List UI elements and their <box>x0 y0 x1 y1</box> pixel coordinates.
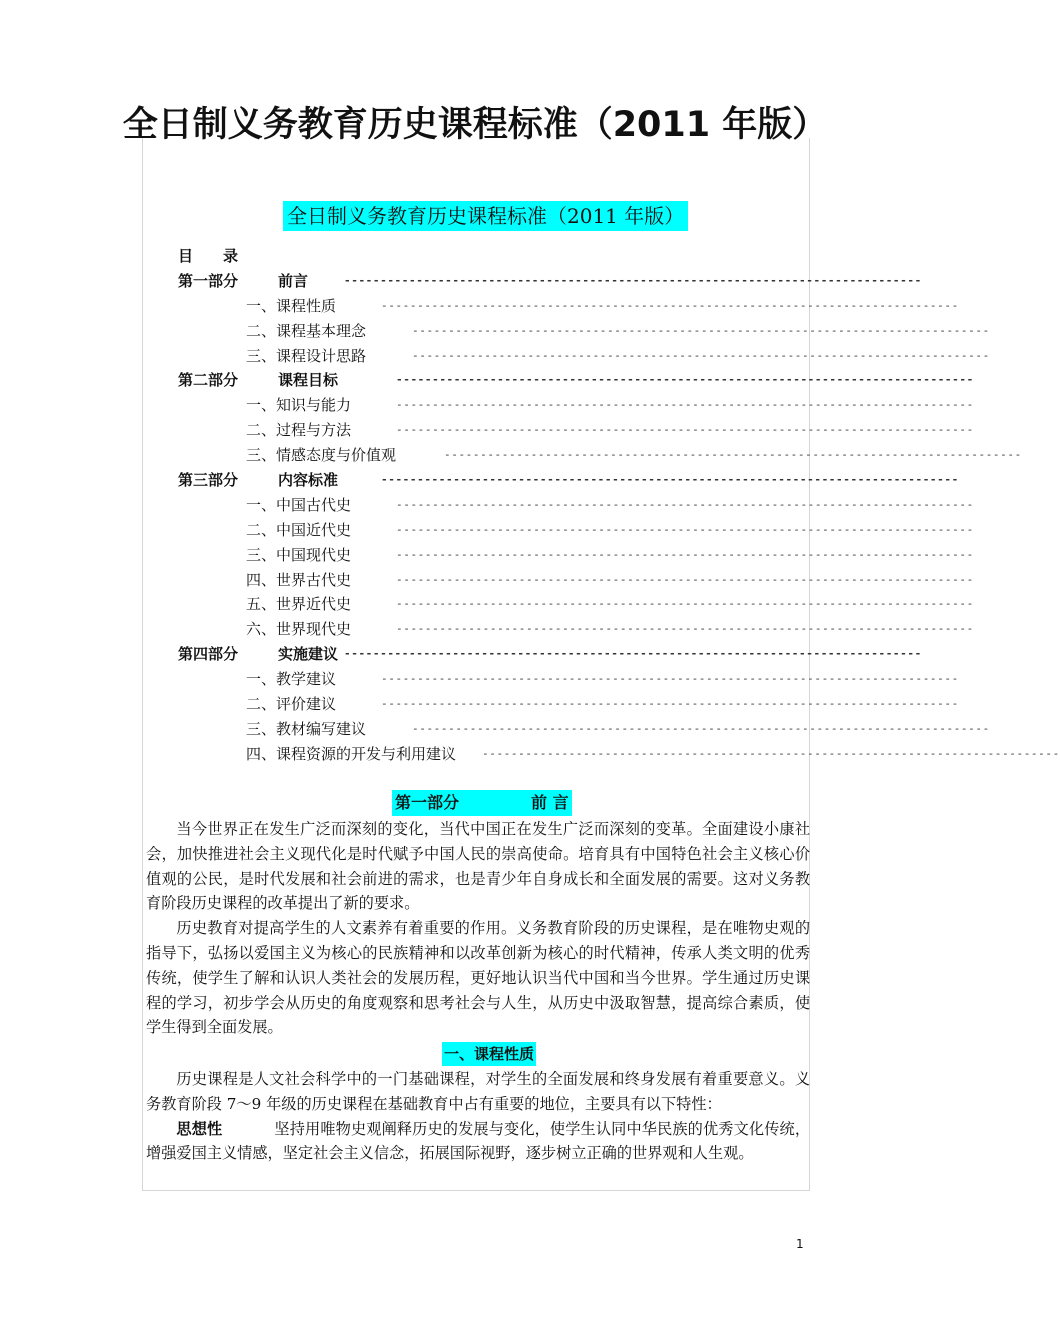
toc-item-row <box>178 393 974 418</box>
part1-title: 前 言 <box>531 793 569 812</box>
toc-leader-dashes: -------------------------------------------------------------------------------- <box>396 522 974 536</box>
toc-entry-title: 前言 <box>278 271 309 290</box>
toc-entry-title: 一、教学建议 <box>246 670 337 689</box>
toc-entry-title: 三、中国现代史 <box>246 545 352 564</box>
toc-entry-title: 四、课程资源的开发与利用建议 <box>246 744 457 763</box>
toc-entry-title: 二、评价建议 <box>246 695 337 714</box>
toc-part-row <box>178 269 922 294</box>
course-nature-text <box>146 1067 810 1166</box>
toc-leader-dashes: -------------------------------------------------------------------------------- <box>396 398 974 412</box>
section1-heading: 一、课程性质 <box>442 1042 536 1066</box>
toc-leader-dashes: -------------------------------------------------------------------------------- <box>396 497 974 511</box>
paragraph-3: 历史课程是人文社会科学中的一门基础课程，对学生的全面发展和终身发展有着重要意义。义务教育阶段 7～9 年级的历史课程在基础教育中占有重要的地位，主要具有以下特性： <box>146 1070 810 1113</box>
toc-item-row <box>178 319 990 344</box>
part1-section: 第一部分 <box>395 793 460 812</box>
toc-item-row <box>178 692 959 717</box>
inner-title: 全日制义务教育历史课程标准（2011 年版） <box>283 201 688 231</box>
toc-entry-title: 二、中国近代史 <box>246 520 352 539</box>
toc-leader-dashes: -------------------------------------------------------------------------------- <box>381 473 959 487</box>
toc-entry-title: 三、情感态度与价值观 <box>246 446 397 465</box>
toc-part-row <box>178 642 922 667</box>
toc-item-row <box>178 543 974 568</box>
paragraph-1: 当今世界正在发生广泛而深刻的变化，当代中国正在发生广泛而深刻的变革。全面建设小康社会，加快推进社会主义现代化是时代赋予中国人民的崇高使命。培育具有中国特色社会主义核心价值观的公民，是时代发展和社会前进的需求，也是青少年自身成长和全面发展的需要。这对义务教育阶段历史课程的改革提出了新的要求。 <box>146 820 810 913</box>
toc-entry-title: 四、世界古代史 <box>246 570 352 589</box>
toc-entry-title: 课程目标 <box>278 371 339 390</box>
toc-leader-dashes: -------------------------------------------------------------------------------- <box>412 721 990 735</box>
toc-leader-dashes: -------------------------------------------------------------------------------- <box>396 423 974 437</box>
preface-text <box>146 817 810 1040</box>
toc-entry-title: 二、课程基本理念 <box>246 321 367 340</box>
toc-label: 目 录 <box>178 247 239 265</box>
toc-leader-dashes: -------------------------------------------------------------------------------- <box>412 323 990 337</box>
toc-part-section: 第一部分 <box>178 271 239 290</box>
toc-entry-title: 二、过程与方法 <box>246 421 352 440</box>
toc-item-row <box>178 742 1060 767</box>
toc-part-row <box>178 468 959 493</box>
paragraph-4-text: 坚持用唯物史观阐释历史的发展与变化，使学生认同中华民族的优秀文化传统，增强爱国主义情感，坚定社会主义信念，拓展国际视野，逐步树立正确的世界观和人生观。 <box>146 1119 811 1163</box>
keyword-sixiangxing: 思想性 <box>176 1119 223 1138</box>
toc-item-row <box>178 568 974 593</box>
paragraph-2: 历史教育对提高学生的人文素养有着重要的作用。义务教育阶段的历史课程，是在唯物史观的指导下，弘扬以爱国主义为核心的民族精神和以改革创新为核心的时代精神，传承人类文明的优秀传统，使学生了解和认识人类社会的发展历程，更好地认识当代中国和当今世界。学生通过历史课程的学习，初步学会从历史的角度观察和思考社会与人生，从历史中汲取智慧，提高综合素质，使学生得到全面发展。 <box>146 919 810 1037</box>
toc-item-row <box>178 418 974 443</box>
toc-entry-title: 一、中国古代史 <box>246 495 352 514</box>
toc-item-row <box>178 443 1022 468</box>
toc-entry-title: 实施建议 <box>278 645 339 664</box>
toc-leader-dashes: -------------------------------------------------------------------------------- <box>396 597 974 611</box>
toc-leader-dashes: -------------------------------------------------------------------------------- <box>381 672 959 686</box>
page-number: 1 <box>796 1237 804 1251</box>
toc-leader-dashes: -------------------------------------------------------------------------------- <box>381 298 959 312</box>
toc-part-section: 第二部分 <box>178 371 239 390</box>
toc-item-row <box>178 592 974 617</box>
toc-leader-dashes: -------------------------------------------------------------------------------- <box>482 746 1060 760</box>
toc-item-row <box>178 493 974 518</box>
toc-leader-dashes: -------------------------------------------------------------------------------- <box>412 348 990 362</box>
toc-entry-title: 一、知识与能力 <box>246 396 352 415</box>
toc-part-section: 第三部分 <box>178 471 239 490</box>
toc-item-row <box>178 344 990 369</box>
toc-entry-title: 一、课程性质 <box>246 296 337 315</box>
toc-part-row <box>178 368 974 393</box>
toc-item-row <box>178 518 974 543</box>
toc-leader-dashes: -------------------------------------------------------------------------------- <box>344 273 922 287</box>
toc-entry-title: 三、课程设计思路 <box>246 346 367 365</box>
toc-part-section: 第四部分 <box>178 645 239 664</box>
toc-item-row <box>178 667 959 692</box>
toc-leader-dashes: -------------------------------------------------------------------------------- <box>396 622 974 636</box>
part1-heading <box>392 790 572 816</box>
toc-entry-title: 三、教材编写建议 <box>246 719 367 738</box>
toc-item-row <box>178 717 990 742</box>
toc-item-row <box>178 617 974 642</box>
toc-leader-dashes: -------------------------------------------------------------------------------- <box>396 572 974 586</box>
toc-leader-dashes: -------------------------------------------------------------------------------- <box>396 547 974 561</box>
toc-entry-title: 六、世界现代史 <box>246 620 352 639</box>
document-title: 全日制义务教育历史课程标准（2011 年版） <box>122 105 828 145</box>
toc-leader-dashes: -------------------------------------------------------------------------------- <box>396 373 974 387</box>
table-of-contents <box>178 244 1060 767</box>
toc-leader-dashes: -------------------------------------------------------------------------------- <box>444 448 1022 462</box>
toc-leader-dashes: -------------------------------------------------------------------------------- <box>381 697 959 711</box>
toc-entry-title: 内容标准 <box>278 471 339 490</box>
toc-entry-title: 五、世界近代史 <box>246 595 352 614</box>
toc-item-row <box>178 294 959 319</box>
toc-leader-dashes: -------------------------------------------------------------------------------- <box>344 647 922 661</box>
paragraph-4 <box>146 1117 810 1167</box>
